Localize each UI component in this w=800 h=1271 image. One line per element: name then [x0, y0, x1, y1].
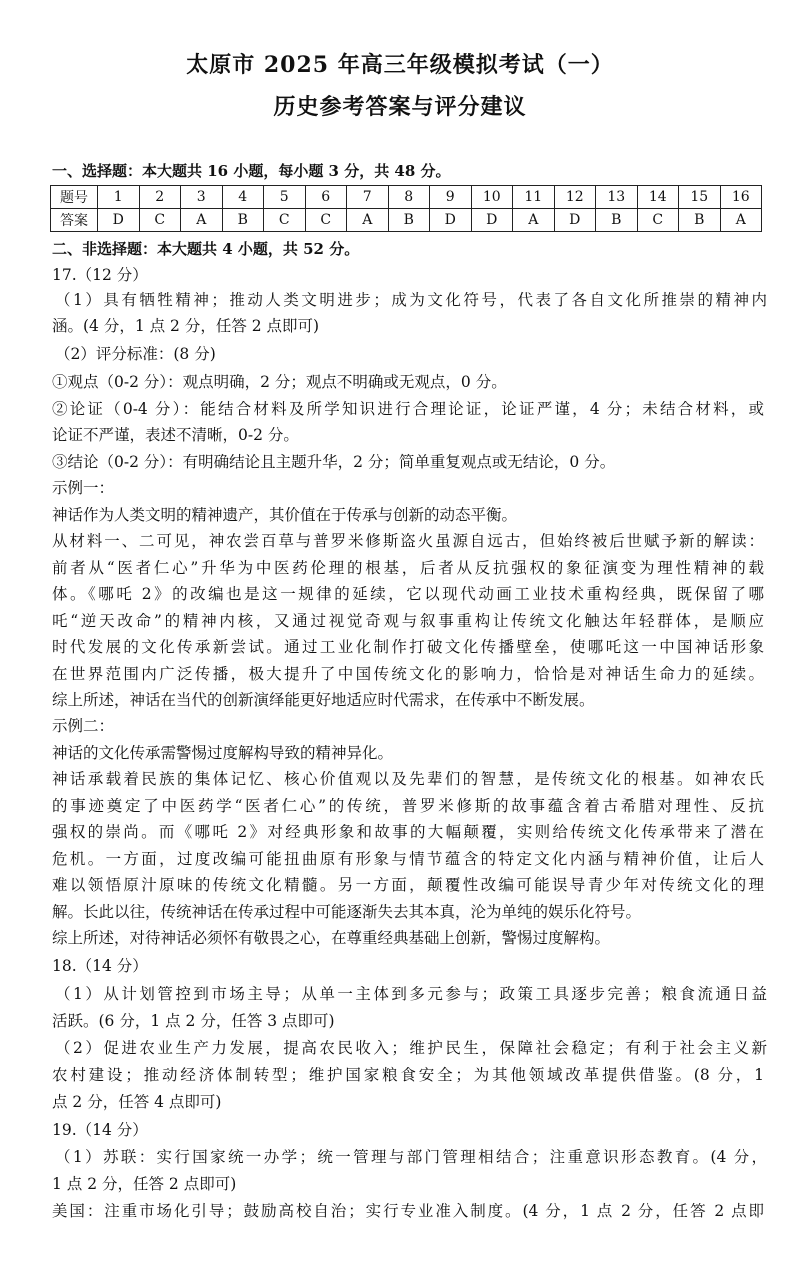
text-line: 1 点 2 分，任答 2 点即可)	[52, 1175, 237, 1193]
table-cell: A	[720, 209, 762, 232]
text-line: 19.（14 分）	[52, 1121, 148, 1139]
text-line: 解。长此以往，传统神话在传承过程中可能逐渐失去其本真，沦为单纯的娱乐化符号。	[52, 903, 642, 921]
page-title: 太原市 2025 年高三年级模拟考试（一）	[186, 52, 614, 78]
text-line: ②论证（0-4 分）：能结合材料及所学知识进行合理论证，论证严谨，4 分；未结合材料，或	[52, 400, 764, 418]
text-line: 在世界范围内广泛传播，极大提升了中国传统文化的影响力，恰恰是对神话生命力的延续。	[52, 665, 764, 683]
table-cell: 5	[264, 186, 306, 209]
text-line: 美国：注重市场化引导；鼓励高校自治；实行专业准入制度。(4 分，1 点 2 分，任答 2 点即	[52, 1202, 764, 1220]
table-cell: B	[596, 209, 638, 232]
text-line: （2）评分标准：(8 分)	[55, 345, 216, 363]
table-cell: 1	[98, 186, 140, 209]
text-line: 神话作为人类文明的精神遗产，其价值在于传承与创新的动态平衡。	[52, 506, 518, 524]
table-cell: 8	[388, 186, 430, 209]
text-line: 17.（12 分）	[52, 266, 148, 284]
table-row-answers	[51, 209, 762, 232]
text-line: 综上所述，神话在当代的创新演绎能更好地适应时代需求，在传承中不断发展。	[52, 691, 595, 709]
table-cell: B	[679, 209, 721, 232]
text-line: （1）具有牺牲精神；推动人类文明进步；成为文化符号，代表了各自文化所推崇的精神内	[55, 291, 767, 309]
section1-heading: 一、选择题：本大题共 16 小题，每小题 3 分，共 48 分。	[52, 162, 451, 180]
text-line: 涵。(4 分，1 点 2 分，任答 2 点即可)	[52, 317, 320, 335]
text-line: 点 2 分，任答 4 点即可)	[52, 1093, 222, 1111]
table-cell: A	[513, 209, 555, 232]
table-cell: D	[471, 209, 513, 232]
text-line: 时代发展的文化传承新尝试。通过工业化制作打破文化传播壁垒，使哪吒这一中国神话形象	[52, 638, 764, 656]
text-line: ③结论（0-2 分）：有明确结论且主题升华，2 分；简单重复观点或无结论，0 分。	[52, 453, 616, 471]
text-line: 从材料一、二可见，神农尝百草与普罗米修斯盗火虽源自远古，但始终被后世赋予新的解读：	[52, 532, 764, 550]
table-cell: A	[347, 209, 389, 232]
text-line: ①观点（0-2 分）：观点明确，2 分；观点不明确或无观点，0 分。	[52, 373, 507, 391]
table-cell: B	[388, 209, 430, 232]
table-cell: C	[305, 209, 347, 232]
table-cell: C	[637, 209, 679, 232]
text-line: 吒“逆天改命”的精神内核，又通过视觉奇观与叙事重构让传统文化触达年轻群体，是顺应	[52, 612, 764, 630]
table-cell: B	[222, 209, 264, 232]
text-line: 前者从“医者仁心”升华为中医药伦理的根基，后者从反抗强权的象征演变为理性精神的载	[52, 559, 764, 577]
answer-table	[50, 185, 762, 232]
table-cell: 3	[181, 186, 223, 209]
text-line: 的事迹奠定了中医药学“医者仁心”的传统，普罗米修斯的故事蕴含着古希腊对理性、反抗	[52, 797, 764, 815]
table-cell: A	[181, 209, 223, 232]
table-cell: 4	[222, 186, 264, 209]
table-cell: D	[430, 209, 472, 232]
text-line: 活跃。(6 分，1 点 2 分，任答 3 点即可)	[52, 1012, 335, 1030]
table-cell: 14	[637, 186, 679, 209]
text-line: （2）促进农业生产力发展，提高农民收入；维护民生，保障社会稳定；有利于社会主义新	[55, 1039, 767, 1057]
table-cell: 2	[139, 186, 181, 209]
table-cell: 6	[305, 186, 347, 209]
text-line: 综上所述，对待神话必须怀有敬畏之心，在尊重经典基础上创新，警惕过度解构。	[52, 929, 611, 947]
row-label-answer: 答案	[51, 209, 98, 232]
text-line: 强权的崇尚。而《哪吒 2》对经典形象和故事的大幅颠覆，实则给传统文化传承带来了潜在	[52, 823, 764, 841]
table-cell: D	[554, 209, 596, 232]
text-line: （1）苏联：实行国家统一办学；统一管理与部门管理相结合；注重意识形态教育。(4 分，	[55, 1148, 767, 1166]
table-cell: 16	[720, 186, 762, 209]
row-label-number: 题号	[51, 186, 98, 209]
text-line: 论证不严谨，表述不清晰，0-2 分。	[52, 426, 299, 444]
table-cell: 11	[513, 186, 555, 209]
text-line: 难以领悟原汁原味的传统文化精髓。另一方面，颠覆性改编可能误导青少年对传统文化的理	[52, 876, 764, 894]
text-line: 示例一：	[52, 479, 115, 497]
table-cell: 15	[679, 186, 721, 209]
text-line: 神话的文化传承需警惕过度解构导致的精神异化。	[52, 744, 394, 762]
table-cell: 10	[471, 186, 513, 209]
table-cell: 9	[430, 186, 472, 209]
text-line: 危机。一方面，过度改编可能扭曲原有形象与情节蕴含的特定文化内涵与精神价值，让后人	[52, 850, 764, 868]
text-line: 示例二：	[52, 717, 115, 735]
text-line: 农村建设；推动经济体制转型；维护国家粮食安全；为其他领域改革提供借鉴。(8 分，1	[52, 1066, 764, 1084]
section2-heading: 二、非选择题：本大题共 4 小题，共 52 分。	[52, 240, 360, 258]
page-subtitle: 历史参考答案与评分建议	[273, 94, 527, 120]
text-line: 18.（14 分）	[52, 957, 148, 975]
table-cell: D	[98, 209, 140, 232]
table-cell: 7	[347, 186, 389, 209]
table-cell: 13	[596, 186, 638, 209]
text-line: （1）从计划管控到市场主导；从单一主体到多元参与；政策工具逐步完善；粮食流通日益	[55, 985, 767, 1003]
text-line: 体。《哪吒 2》的改编也是这一规律的延续，它以现代动画工业技术重构经典，既保留了哪	[52, 585, 764, 603]
table-row-numbers	[51, 186, 762, 209]
table-cell: 12	[554, 186, 596, 209]
table-cell: C	[139, 209, 181, 232]
table-cell: C	[264, 209, 306, 232]
text-line: 神话承载着民族的集体记忆、核心价值观以及先辈们的智慧，是传统文化的根基。如神农氏	[52, 770, 764, 788]
